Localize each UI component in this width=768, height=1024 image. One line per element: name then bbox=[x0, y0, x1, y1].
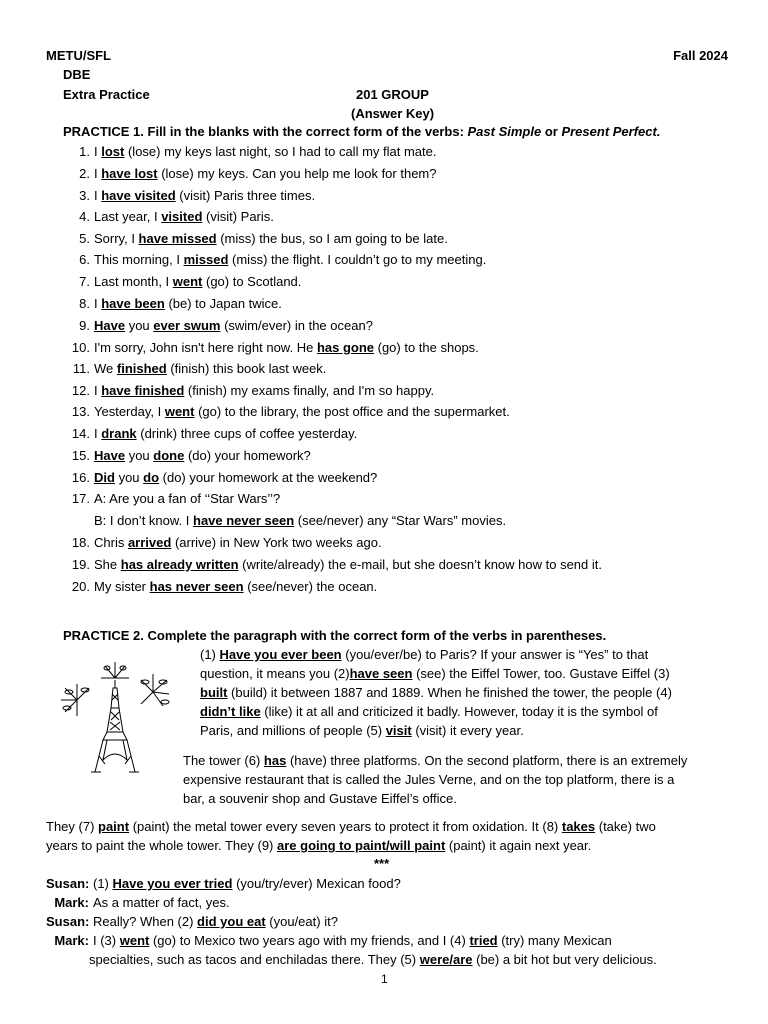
answer-text: have finished bbox=[101, 383, 185, 398]
answer-text: done bbox=[153, 448, 185, 463]
answer-text: ever swum bbox=[153, 318, 221, 333]
answer-text: do bbox=[143, 470, 160, 485]
exercise-item bbox=[65, 470, 377, 485]
sentence-text: (swim/ever) in the ocean? bbox=[220, 318, 373, 333]
sentence-text: (go) to Mexico two years ago with my friends, and I (4) bbox=[149, 933, 470, 948]
item-number: 4. bbox=[79, 209, 90, 224]
sentence-text: (like) it at all and criticized it badly. However, today it is the symbol of bbox=[260, 704, 658, 719]
answer-text: visited bbox=[161, 209, 203, 224]
sentence-text: (go) to the shops. bbox=[374, 340, 479, 355]
answer-text: were/are bbox=[419, 952, 473, 967]
answer-text: went bbox=[164, 404, 195, 419]
item-number: 16. bbox=[71, 470, 90, 485]
exercise-item bbox=[65, 252, 486, 267]
answer-text: missed bbox=[183, 252, 229, 267]
paragraph-line bbox=[183, 791, 457, 806]
sentence-text: They (7) bbox=[46, 819, 99, 834]
sentence-text: (paint) the metal tower every seven years to protect it from oxidation. It (8) bbox=[129, 819, 562, 834]
sentence-text: you bbox=[125, 318, 154, 333]
paragraph-line bbox=[200, 647, 648, 662]
item-number: 3. bbox=[79, 188, 90, 203]
sentence-text: Paris, and millions of people (5) bbox=[200, 723, 386, 738]
item-number: 18. bbox=[71, 535, 90, 550]
doc-type: Extra Practice bbox=[63, 87, 150, 102]
speaker-name: Susan: bbox=[46, 876, 90, 891]
firework-top-icon bbox=[101, 662, 129, 678]
sentence-text: (do) your homework? bbox=[184, 448, 311, 463]
sentence-text: (lose) my keys. Can you help me look for them? bbox=[157, 166, 437, 181]
sentence-text: As a matter of fact, yes. bbox=[93, 895, 230, 910]
sentence-text: Really? When (2) bbox=[93, 914, 198, 929]
practice2-title: PRACTICE 2. Complete the paragraph with the correct form of the verbs in parentheses. bbox=[63, 628, 607, 643]
sentence-text: (paint) it again next year. bbox=[445, 838, 592, 853]
sentence-text: (see/never) any “Star Wars” movies. bbox=[294, 513, 507, 528]
sentence-text: (write/already) the e-mail, but she doesn’t know how to send it. bbox=[238, 557, 602, 572]
sentence-text: Chris bbox=[94, 535, 128, 550]
exercise-item bbox=[65, 383, 434, 398]
sentence-text: (arrive) in New York two weeks ago. bbox=[171, 535, 382, 550]
exercise-item bbox=[65, 188, 315, 203]
exercise-item bbox=[65, 404, 510, 419]
answer-text: Have bbox=[94, 318, 126, 333]
answer-text: have visited bbox=[101, 188, 176, 203]
item-number: 20. bbox=[71, 579, 90, 594]
sentence-text: She bbox=[94, 557, 121, 572]
answer-text: has gone bbox=[316, 340, 375, 355]
answer-text: drank bbox=[101, 426, 137, 441]
paragraph-line bbox=[200, 704, 658, 719]
item-number: 2. bbox=[79, 166, 90, 181]
sentence-text: (miss) the bus, so I am going to be late. bbox=[216, 231, 448, 246]
paragraph-line bbox=[200, 685, 672, 700]
sentence-text: (do) your homework at the weekend? bbox=[159, 470, 378, 485]
sentence-text: I bbox=[94, 296, 102, 311]
item-number: 19. bbox=[71, 557, 90, 572]
answer-text: lost bbox=[101, 144, 125, 159]
answer-text: did you eat bbox=[197, 914, 266, 929]
item-number: 10. bbox=[71, 340, 90, 355]
answer-text: Have you ever been bbox=[219, 647, 342, 662]
sentence-text: you bbox=[114, 470, 144, 485]
exercise-item bbox=[65, 491, 280, 506]
practice1-title: PRACTICE 1. Fill in the blanks with the correct form of the verbs: Past Simple or Present Perfect. bbox=[63, 124, 661, 139]
exercise-item bbox=[65, 166, 436, 181]
sentence-text: expensive restaurant that is called the Jules Verne, and on the top platform, there is a bbox=[183, 772, 675, 787]
sentence-text: (have) three platforms. On the second platform, there is an extremely bbox=[286, 753, 688, 768]
item-number: 12. bbox=[71, 383, 90, 398]
sentence-text: Yesterday, I bbox=[94, 404, 165, 419]
eiffel-tower-illustration bbox=[55, 660, 175, 778]
sentence-text: (you/eat) it? bbox=[265, 914, 338, 929]
answer-text: finished bbox=[116, 361, 167, 376]
dialogue-line bbox=[46, 914, 338, 929]
answer-text: didn’t like bbox=[200, 704, 261, 719]
sentence-text: (visit) Paris three times. bbox=[175, 188, 316, 203]
sentence-text: (see) the Eiffel Tower, too. Gustave Eiffel (3) bbox=[412, 666, 670, 681]
item-number: 17. bbox=[71, 491, 90, 506]
dialogue-line bbox=[89, 952, 657, 967]
sentence-text: (visit) it every year. bbox=[411, 723, 524, 738]
sentence-text: (lose) my keys last night, so I had to call my flat mate. bbox=[124, 144, 437, 159]
institution: METU/SFL bbox=[46, 48, 111, 63]
item-number: 7. bbox=[79, 274, 90, 289]
exercise-item bbox=[65, 209, 274, 224]
firework-right-icon bbox=[141, 674, 169, 706]
dialogue-line bbox=[46, 933, 612, 948]
department: DBE bbox=[63, 67, 91, 82]
item-number: 8. bbox=[79, 296, 90, 311]
item-number: 1. bbox=[79, 144, 90, 159]
answer-text: have lost bbox=[101, 166, 158, 181]
sentence-text: A: Are you a fan of ‘‘Star Wars’’? bbox=[94, 491, 281, 506]
exercise-item bbox=[65, 296, 282, 311]
answer-text: have been bbox=[101, 296, 165, 311]
sentence-text: I'm sorry, John isn't here right now. He bbox=[94, 340, 317, 355]
paragraph-line bbox=[183, 772, 674, 787]
sentence-text: (finish) this book last week. bbox=[166, 361, 327, 376]
sentence-text: I bbox=[94, 383, 102, 398]
separator: *** bbox=[374, 856, 390, 871]
sentence-text: (miss) the flight. I couldn’t go to my meeting. bbox=[228, 252, 487, 267]
exercise-item bbox=[65, 274, 301, 289]
item-number: 11. bbox=[72, 361, 90, 376]
sentence-text: (visit) Paris. bbox=[202, 209, 274, 224]
answer-text: tried bbox=[469, 933, 498, 948]
exercise-item bbox=[65, 513, 506, 528]
sentence-text: I (3) bbox=[93, 933, 120, 948]
answer-text: went bbox=[119, 933, 150, 948]
sentence-text: years to paint the whole tower. They (9) bbox=[46, 838, 277, 853]
sentence-text: (see/never) the ocean. bbox=[243, 579, 378, 594]
item-number: 15. bbox=[71, 448, 90, 463]
item-number: 14. bbox=[71, 426, 90, 441]
paragraph-line bbox=[200, 723, 524, 738]
group-label: 201 GROUP bbox=[356, 87, 429, 102]
sentence-text: B: I don’t know. I bbox=[94, 513, 193, 528]
item-number: 5. bbox=[79, 231, 90, 246]
speaker-name: Mark: bbox=[54, 933, 89, 948]
answer-text: paint bbox=[98, 819, 130, 834]
sentence-text: (take) two bbox=[595, 819, 656, 834]
sentence-text: you bbox=[125, 448, 154, 463]
answer-text: has bbox=[263, 753, 287, 768]
firework-left-icon bbox=[61, 684, 89, 716]
answer-text: has already written bbox=[120, 557, 239, 572]
exercise-item bbox=[65, 579, 377, 594]
sentence-text: (1) bbox=[93, 876, 113, 891]
sentence-text: I bbox=[94, 144, 102, 159]
item-number: 13. bbox=[71, 404, 90, 419]
sentence-text: Sorry, I bbox=[94, 231, 139, 246]
answer-key-label: (Answer Key) bbox=[351, 106, 435, 121]
term: Fall 2024 bbox=[673, 48, 728, 63]
dialogue-line bbox=[46, 876, 401, 891]
exercise-item bbox=[65, 144, 436, 159]
sentence-text: Last month, I bbox=[94, 274, 173, 289]
sentence-text: bar, a souvenir shop and Gustave Eiffel’s office. bbox=[183, 791, 457, 806]
answer-text: built bbox=[200, 685, 228, 700]
paragraph-line bbox=[46, 838, 591, 853]
exercise-item bbox=[65, 535, 382, 550]
sentence-text: (try) many Mexican bbox=[497, 933, 612, 948]
sentence-text: My sister bbox=[94, 579, 150, 594]
item-number: 9. bbox=[79, 318, 90, 333]
answer-text: arrived bbox=[127, 535, 172, 550]
sentence-text: question, it means you (2) bbox=[200, 666, 350, 681]
exercise-item bbox=[65, 426, 357, 441]
exercise-item bbox=[65, 340, 479, 355]
sentence-text: (finish) my exams finally, and I'm so happy. bbox=[184, 383, 435, 398]
paragraph-line bbox=[200, 666, 670, 681]
exercise-item bbox=[65, 361, 326, 376]
answer-text: Have bbox=[94, 448, 126, 463]
answer-text: visit bbox=[385, 723, 412, 738]
paragraph-line bbox=[46, 819, 656, 834]
answer-text: went bbox=[172, 274, 203, 289]
item-number: 6. bbox=[79, 252, 90, 267]
sentence-text: (be) a bit hot but very delicious. bbox=[472, 952, 657, 967]
answer-text: takes bbox=[561, 819, 596, 834]
answer-text: has never seen bbox=[149, 579, 244, 594]
exercise-item bbox=[65, 231, 448, 246]
sentence-text: (drink) three cups of coffee yesterday. bbox=[136, 426, 358, 441]
exercise-item bbox=[65, 318, 373, 333]
sentence-text: I bbox=[94, 166, 102, 181]
answer-text: are going to paint/will paint bbox=[277, 838, 446, 853]
exercise-item bbox=[65, 557, 602, 572]
answer-text: Did bbox=[94, 470, 115, 485]
sentence-text: I bbox=[94, 426, 102, 441]
sentence-text: (1) bbox=[200, 647, 220, 662]
sentence-text: (go) to Scotland. bbox=[202, 274, 302, 289]
page-number: 1 bbox=[381, 972, 388, 986]
sentence-text: I bbox=[94, 188, 102, 203]
sentence-text: (go) to the library, the post office and the supermarket. bbox=[194, 404, 510, 419]
speaker-name: Susan: bbox=[46, 914, 90, 929]
answer-text: have never seen bbox=[193, 513, 295, 528]
sentence-text: (be) to Japan twice. bbox=[164, 296, 282, 311]
answer-text: have missed bbox=[138, 231, 217, 246]
sentence-text: This morning, I bbox=[94, 252, 184, 267]
sentence-text: We bbox=[94, 361, 117, 376]
dialogue-line bbox=[46, 895, 230, 910]
sentence-text: (you/try/ever) Mexican food? bbox=[232, 876, 401, 891]
sentence-text: (build) it between 1887 and 1889. When he finished the tower, the people (4) bbox=[227, 685, 672, 700]
sentence-text: (you/ever/be) to Paris? If your answer is “Yes” to that bbox=[341, 647, 649, 662]
speaker-name: Mark: bbox=[54, 895, 89, 910]
paragraph-line bbox=[183, 753, 687, 768]
answer-text: Have you ever tried bbox=[112, 876, 233, 891]
answer-text: have seen bbox=[349, 666, 413, 681]
sentence-text: Last year, I bbox=[94, 209, 162, 224]
sentence-text: The tower (6) bbox=[183, 753, 264, 768]
sentence-text: specialties, such as tacos and enchiladas there. They (5) bbox=[89, 952, 420, 967]
exercise-item bbox=[65, 448, 311, 463]
